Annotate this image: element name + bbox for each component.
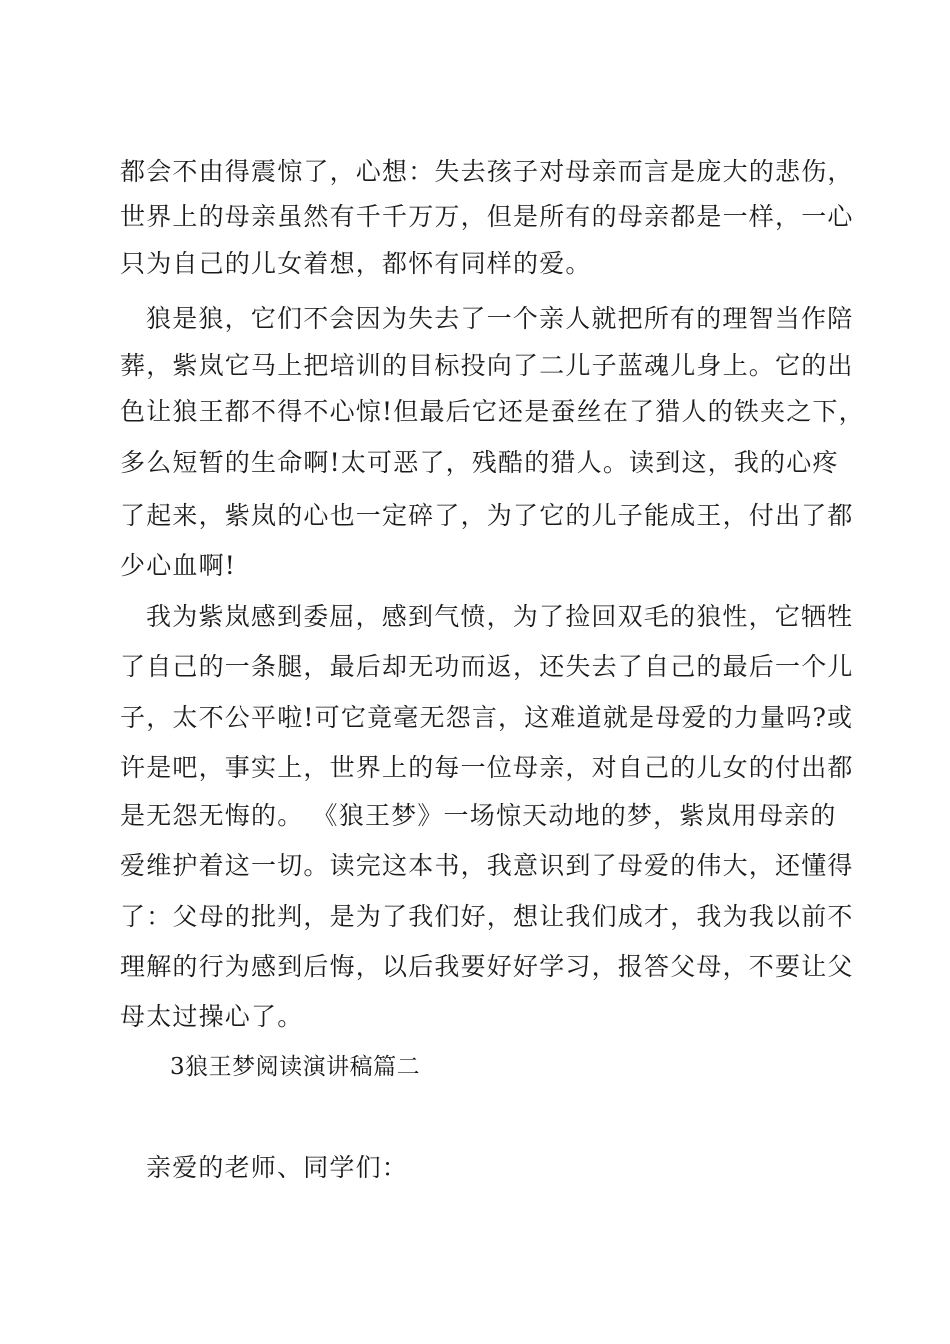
paragraph-3-line-3: 子，太不公平啦!可它竟毫无怨言，这难道就是母爱的力量吗?或	[120, 703, 854, 732]
section-heading: 3狼王梦阅读演讲稿篇二	[170, 1054, 421, 1080]
paragraph-2-line-2: 葬，紫岚它马上把培训的目标投向了二儿子蓝魂儿身上。它的出	[120, 351, 854, 380]
paragraph-1-line-3: 只为自己的儿女着想，都怀有同样的爱。	[120, 249, 592, 278]
paragraph-3-line-1: 我为紫岚感到委屈，感到气愤，为了捡回双毛的狼性，它牺牲	[146, 602, 854, 631]
paragraph-1-line-1: 都会不由得震惊了，心想：失去孩子对母亲而言是庞大的悲伤，	[120, 157, 854, 186]
paragraph-2-line-3: 色让狼王都不得不心惊!但最后它还是蚕丝在了猎人的铁夹之下，	[120, 397, 865, 426]
paragraph-3-line-6: 爱维护着这一切。读完这本书，我意识到了母爱的伟大，还懂得	[120, 851, 854, 880]
paragraph-3-line-4: 许是吧，事实上，世界上的每一位母亲，对自己的儿女的付出都	[120, 753, 854, 782]
paragraph-2-line-5: 了起来，紫岚的心也一定碎了，为了它的儿子能成王，付出了都	[120, 501, 854, 530]
salutation: 亲爱的老师、同学们：	[146, 1153, 409, 1182]
paragraph-3-line-8: 理解的行为感到后悔，以后我要好好学习，报答父母，不要让父	[120, 952, 854, 981]
paragraph-2-line-6: 少心血啊!	[120, 551, 237, 580]
paragraph-3-line-7: 了：父母的批判，是为了我们好，想让我们成才，我为我以前不	[120, 902, 854, 931]
paragraph-3-line-5: 是无怨无悔的。 《狼王梦》一场惊天动地的梦，紫岚用母亲的	[120, 801, 837, 830]
paragraph-3-line-9: 母太过操心了。	[120, 1002, 304, 1031]
paragraph-1-line-2: 世界上的母亲虽然有千千万万，但是所有的母亲都是一样，一心	[120, 202, 854, 231]
paragraph-2-line-4: 多么短暂的生命啊!太可恶了，残酷的猎人。读到这，我的心疼	[120, 448, 839, 477]
paragraph-2-line-1: 狼是狼，它们不会因为失去了一个亲人就把所有的理智当作陪	[146, 304, 854, 333]
paragraph-3-line-2: 了自己的一条腿，最后却无功而返，还失去了自己的最后一个儿	[120, 652, 854, 681]
